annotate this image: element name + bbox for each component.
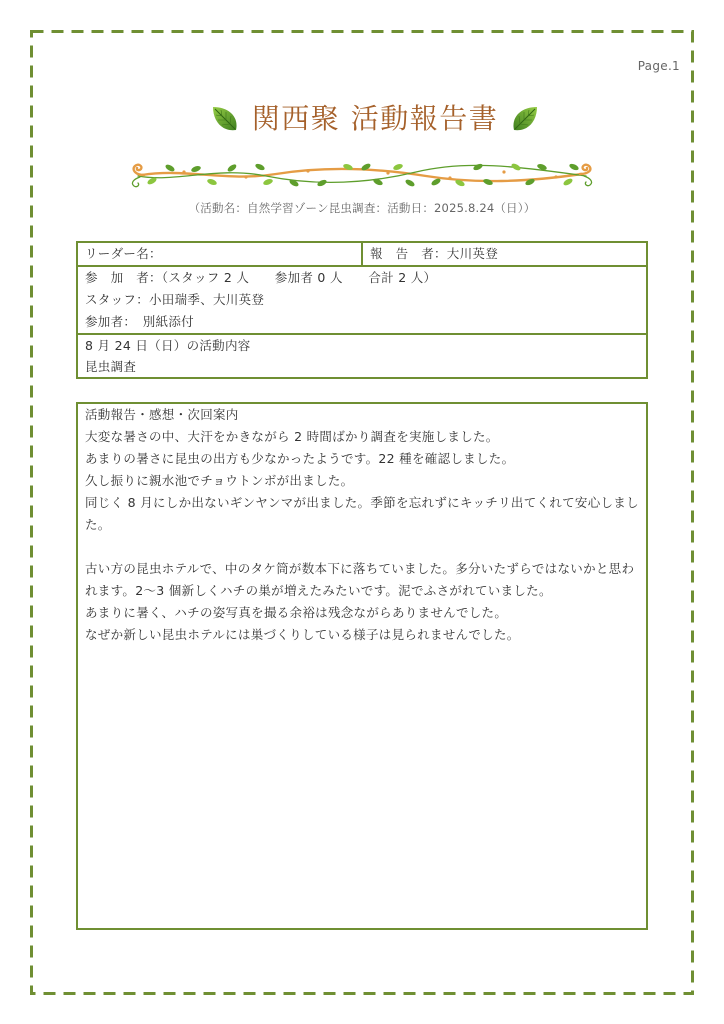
vine-leaf [262, 178, 273, 186]
participants-row [78, 265, 646, 333]
table-row [78, 243, 646, 265]
vine-berry [448, 176, 451, 179]
activity-row [78, 333, 646, 377]
vine-stem-orange [142, 169, 582, 181]
leader-cell: リーダー名： [78, 243, 363, 265]
title-row [0, 100, 724, 138]
vine-leaf [472, 163, 483, 172]
page-number: Page.1 [637, 59, 680, 73]
vine-berry [182, 170, 185, 173]
vine-leaf [164, 163, 175, 173]
report-paragraph: あまりの暑さに昆虫の出方も少なかったようです。22 種を確認しました。 [85, 451, 515, 466]
participants-count: 参 加 者：（スタッフ 2 人 参加者 0 人 合計 2 人） [85, 270, 437, 285]
vine-leaf [404, 178, 415, 188]
vine-berry [244, 175, 247, 178]
vine-leaf [254, 163, 265, 172]
reporter-cell: 報 告 者：大川英登 [370, 246, 499, 261]
activity-heading: 8 月 24 日（日）の活動内容 [85, 338, 251, 353]
vine-leaf [392, 163, 403, 171]
vine-berry [502, 170, 505, 173]
vine-leaf [568, 163, 579, 172]
vine-leaf [562, 177, 573, 187]
report-box [76, 402, 648, 930]
vine-berry [386, 171, 389, 174]
vine-curl-left [134, 165, 144, 175]
report-paragraph: あまりに暑く、ハチの姿写真を撮る余裕は残念ながらありませんでした。 [85, 605, 508, 620]
report-paragraph: 古い方の昆虫ホテルで、中のタケ筒が数本下に落ちていました。多分いたずらではないかと思われます。2〜3 個新しくハチの巣が増えたみたいです。泥でふさがれていました。 [85, 561, 635, 598]
vine-curl-left-green [132, 177, 140, 187]
vine-leaf [482, 178, 493, 186]
vine-curl-right-green [584, 176, 592, 186]
report-heading: 活動報告・感想・次回案内 [85, 407, 239, 422]
summary-table [76, 241, 648, 379]
report-paragraph: なぜか新しい昆虫ホテルには巣づくりしている様子は見られませんでした。 [85, 627, 520, 642]
leaf-icon [210, 104, 240, 134]
vine-leaf [190, 165, 201, 173]
vine-leaf [206, 178, 217, 186]
report-paragraph: 大変な暑さの中、大汗をかきながら 2 時間ばかり調査を実施しました。 [85, 429, 499, 444]
activity-subtitle: （活動名：自然学習ゾーン昆虫調査：活動日：2025.8.24（日）） [188, 201, 536, 215]
document-title: 関西聚 活動報告書 [251, 102, 499, 135]
paragraph-spacer [85, 536, 640, 558]
vine-ornament [126, 158, 598, 192]
report-paragraph: 久し振りに親水池でチョウトンボが出ました。 [85, 473, 354, 488]
report-paragraph: 同じく 8 月にしか出ないギンヤンマが出ました。季節を忘れずにキッチリ出てくれて安心しました。 [85, 495, 639, 532]
vine-berry [554, 175, 557, 178]
staff-names: スタッフ：小田瑞季、大川英登 [85, 292, 265, 307]
vine-leaf [316, 179, 327, 188]
vine-berry [306, 169, 309, 172]
attendees-note: 参加者： 別紙添付 [85, 314, 194, 329]
vine-leaf [226, 163, 237, 173]
vine-curl-right [580, 165, 590, 174]
leaf-icon [510, 104, 540, 134]
activity-content: 昆虫調査 [85, 359, 137, 374]
